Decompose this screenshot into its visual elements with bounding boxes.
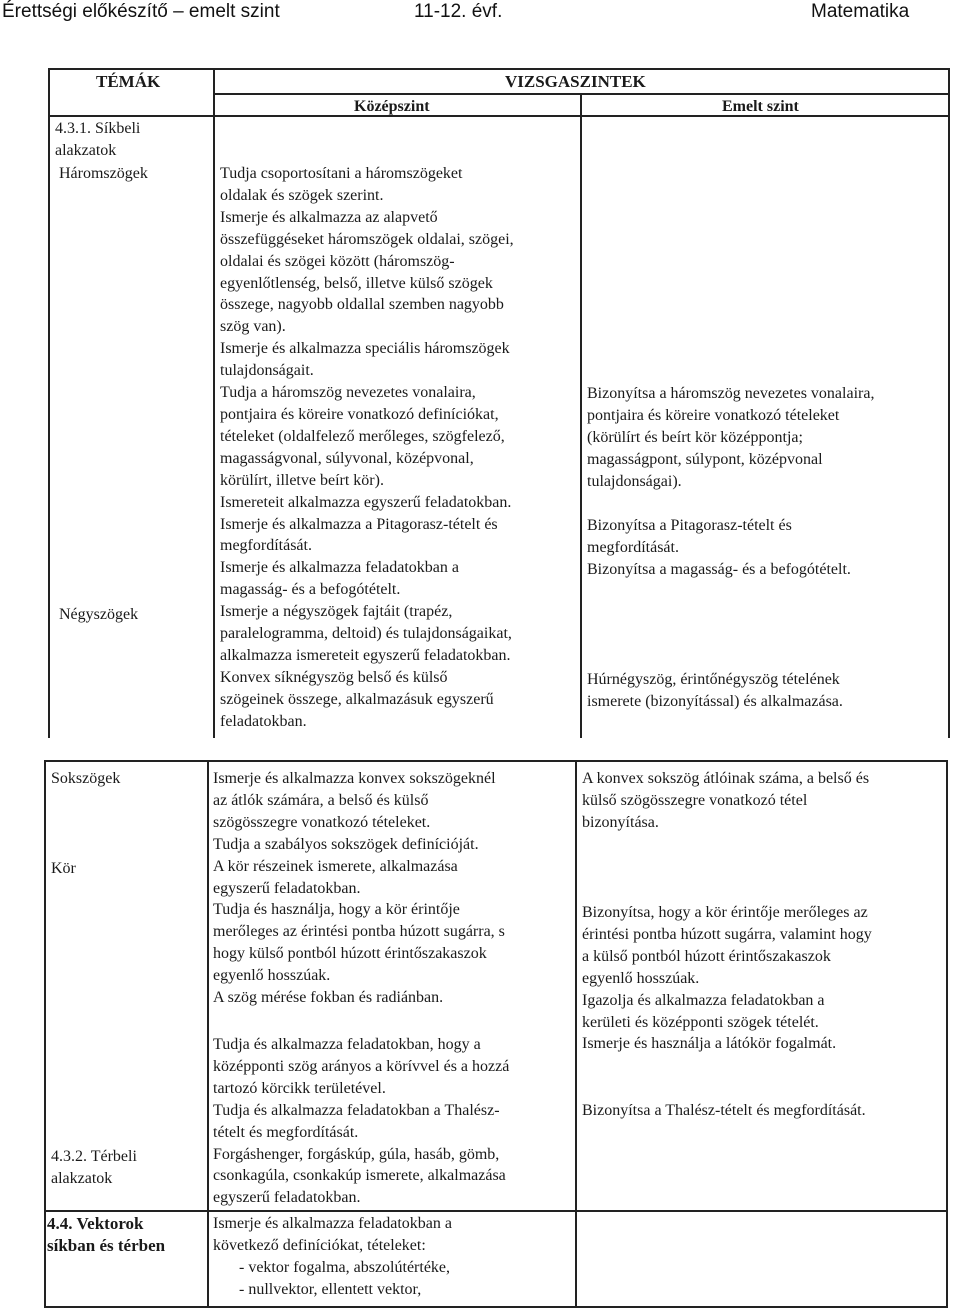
table-divider-topics: [213, 68, 215, 738]
mid-text-line: Ismerje a négyszögek fajtáit (trapéz,: [220, 603, 453, 621]
adv-text-line: Bizonyítsa, hogy a kör érintője merőleges az: [582, 904, 868, 921]
adv-text-line: egyenlő hosszúak.: [582, 969, 700, 987]
mid-text-line: Tudja és alkalmazza feladatokban a Thalész-: [213, 1101, 500, 1119]
table-divider-header: [48, 115, 950, 117]
mid-text-line: szögeinek összege, alkalmazásuk egyszerű: [220, 690, 494, 708]
table-border-left: [44, 760, 46, 1308]
mid-text-line: magasság- és a befogótételt.: [220, 581, 401, 599]
adv-text-line: külső szögösszegre vonatkozó tétel: [582, 791, 808, 809]
mid-text-line: összefüggéseket háromszögek oldalai, szögei,: [220, 230, 514, 248]
page-header: [0, 0, 960, 30]
topic-triangles: Háromszögek: [59, 165, 148, 182]
header-subject: Matematika: [811, 1, 910, 22]
table-divider-levels: [214, 93, 950, 95]
header-grade: 11-12. évf.: [414, 1, 503, 22]
mid-text-line: hogy külső pontból húzott érintőszakaszok: [213, 945, 487, 963]
adv-text-line: érintési pontba húzott sugárra, valamint hogy: [582, 925, 872, 943]
adv-text-line: pontjaira és köreire vonatkozó tételeket: [587, 406, 840, 424]
mid-text-line: Forgáshenger, forgáskúp, gúla, hasáb, gömb,: [213, 1145, 500, 1163]
advanced-circle: [582, 902, 872, 1055]
mid-text-line: merőleges az érintési pontba húzott sugárra, s: [213, 923, 505, 941]
adv-text-line: Bizonyítsa a Pitagorasz-tételt és: [587, 517, 792, 534]
advanced-polygons: [582, 768, 869, 834]
topic-section-vectors: [47, 1213, 165, 1257]
mid-text-line: alkalmazza ismereteit egyszerű feladatokban.: [220, 646, 511, 664]
adv-text-line: megfordítását.: [587, 538, 679, 556]
table-divider-levels-col: [580, 93, 582, 738]
header-course-title: Érettségi előkészítő – emelt szint: [2, 1, 280, 22]
mid-text-line: középponti szög arányos a körívvel és a hozzá: [213, 1057, 510, 1075]
mid-text-line: egyenlő hosszúak.: [213, 967, 331, 985]
column-header-advanced-level: Emelt szint: [722, 98, 799, 115]
adv-text-line: ismerete (bizonyítással) és alkalmazása.: [587, 692, 843, 710]
mid-text-line: Konvex síknégyszög belső és külső: [220, 668, 448, 686]
topic-line: alakzatok: [55, 141, 117, 159]
advanced-pythagoras: [587, 515, 851, 581]
adv-text-line: bizonyítása.: [582, 813, 659, 831]
mid-text-line: egyenlőtlenség, belső, illetve külső szögek: [220, 274, 493, 292]
mid-text-line: Tudja és alkalmazza feladatokban, hogy a: [213, 1036, 481, 1053]
mid-level-requirements-cont: [213, 1034, 509, 1209]
mid-text-line: megfordítását.: [220, 537, 312, 555]
table-border-top: [44, 760, 948, 762]
table-divider-levels-col: [575, 760, 577, 1308]
mid-text-line: tételt és megfordítását.: [213, 1123, 359, 1141]
mid-text-line: Ismereteit alkalmazza egyszerű feladatokban.: [220, 493, 512, 511]
mid-text-line: Ismerje és alkalmazza az alapvető: [220, 208, 438, 226]
mid-text-line: - vektor fogalma, abszolútértéke,: [239, 1258, 451, 1276]
adv-text-line: tulajdonságai).: [587, 472, 682, 490]
page-break-gap: [0, 738, 960, 758]
adv-text-line: Bizonyítsa a magasság- és a befogótételt.: [587, 560, 851, 578]
adv-text-line: Igazolja és alkalmazza feladatokban a: [582, 991, 825, 1009]
mid-text-line: oldalai és szögei között (háromszög-: [220, 252, 455, 270]
adv-text-line: A konvex sokszög átlóinak száma, a belső és: [582, 770, 870, 787]
adv-text-line: Húrnégyszög, érintőnégyszög tételének: [587, 671, 840, 688]
mid-text-line: Tudja és használja, hogy a kör érintője: [213, 901, 460, 919]
adv-text-line: Bizonyítsa a háromszög nevezetes vonalaira,: [587, 385, 875, 402]
adv-text-line: (körülírt és beírt kör középpontja;: [587, 428, 803, 446]
table-border-bottom: [44, 1306, 948, 1308]
mid-text-line: Ismerje és alkalmazza konvex sokszögeknél: [213, 770, 496, 787]
advanced-quadrilaterals: [587, 669, 843, 713]
mid-text-line: következő definíciókat, tételeket:: [213, 1236, 426, 1254]
mid-text-line: Tudja a szabályos sokszögek definícióját.: [213, 835, 479, 853]
mid-text-line: A kör részeinek ismerete, alkalmazása: [213, 857, 458, 875]
mid-text-line: Ismerje és alkalmazza a Pitagorasz-tételt és: [220, 515, 498, 533]
topic-section-plane-figures: [55, 118, 140, 162]
curriculum-table-part1: [48, 68, 950, 738]
mid-text-line: Ismerje és alkalmazza speciális háromszögek: [220, 340, 510, 358]
column-header-topics: TÉMÁK: [96, 72, 161, 91]
mid-text-line: tartozó körcikk területével.: [213, 1079, 386, 1097]
column-header-mid-level: Középszint: [354, 98, 430, 115]
topic-line: síkban és térben: [47, 1235, 166, 1255]
mid-level-requirements: [220, 163, 514, 733]
topic-line: 4.4. Vektorok: [47, 1214, 144, 1233]
mid-text-line: tulajdonságait.: [220, 362, 314, 380]
mid-text-line: Ismerje és alkalmazza feladatokban a: [213, 1215, 452, 1232]
advanced-triangle-lines: [587, 383, 874, 493]
topic-quadrilaterals: Négyszögek: [59, 606, 139, 623]
mid-text-line: egyszerű feladatokban.: [213, 879, 361, 897]
mid-text-line: feladatokban.: [220, 712, 307, 730]
row-divider-vectors: [44, 1210, 948, 1212]
curriculum-table-part2: [44, 760, 948, 1308]
topic-line: 4.3.1. Síkbeli: [55, 120, 141, 137]
mid-text-line: szögösszegre vonatkozó tételeket.: [213, 813, 431, 831]
table-border-top: [48, 68, 950, 70]
mid-text-line: egyszerű feladatokban.: [213, 1189, 361, 1207]
mid-text-line: - nullvektor, ellentett vektor,: [239, 1280, 422, 1298]
topic-section-spatial-figures: [51, 1146, 137, 1190]
mid-text-line: Ismerje és alkalmazza feladatokban a: [220, 559, 459, 577]
adv-text-line: a külső pontból húzott érintőszakaszok: [582, 947, 831, 965]
table-border-left: [48, 68, 50, 738]
advanced-thales: Bizonyítsa a Thalész-tételt és megfordítását.: [582, 1102, 866, 1119]
mid-text-line: szög van).: [220, 318, 286, 336]
mid-text-line: pontjaira és köreire vonatkozó definíciókat,: [220, 405, 499, 423]
topic-circle: Kör: [51, 860, 76, 877]
topic-line: alakzatok: [51, 1169, 113, 1187]
mid-text-line: csonkagúla, csonkakúp ismerete, alkalmazása: [213, 1167, 506, 1185]
mid-level-vectors: [213, 1213, 452, 1301]
mid-text-line: körülírt, illetve beírt kör).: [220, 471, 384, 489]
table-divider-topics: [207, 760, 209, 1308]
column-header-exam-levels: VIZSGASZINTEK: [505, 72, 646, 91]
mid-text-line: az átlók számára, a belső és külső: [213, 791, 429, 809]
mid-level-requirements: [213, 768, 505, 1009]
mid-text-line: összege, nagyobb oldallal szemben nagyobb: [220, 296, 504, 314]
mid-text-line: paralelogramma, deltoid) és tulajdonságaikat,: [220, 625, 512, 643]
adv-text-line: magasságpont, súlypont, középvonal: [587, 450, 823, 468]
mid-text-line: A szög mérése fokban és radiánban.: [213, 989, 444, 1007]
mid-text-line: Tudja csoportosítani a háromszögeket: [220, 165, 463, 182]
mid-text-line: tételeket (oldalfelező merőleges, szögfelező,: [220, 427, 505, 445]
mid-text-line: Tudja a háromszög nevezetes vonalaira,: [220, 384, 476, 402]
topic-line: 4.3.2. Térbeli: [51, 1148, 137, 1165]
mid-text-line: magasságvonal, súlyvonal, középvonal,: [220, 449, 474, 467]
table-border-right: [946, 760, 948, 1308]
topic-polygons: Sokszögek: [51, 770, 121, 787]
mid-text-line: oldalak és szögek szerint.: [220, 186, 384, 204]
adv-text-line: kerületi és középponti szögek tételét.: [582, 1013, 819, 1031]
table-border-right: [948, 68, 950, 738]
adv-text-line: Ismerje és használja a látókör fogalmát.: [582, 1035, 837, 1053]
